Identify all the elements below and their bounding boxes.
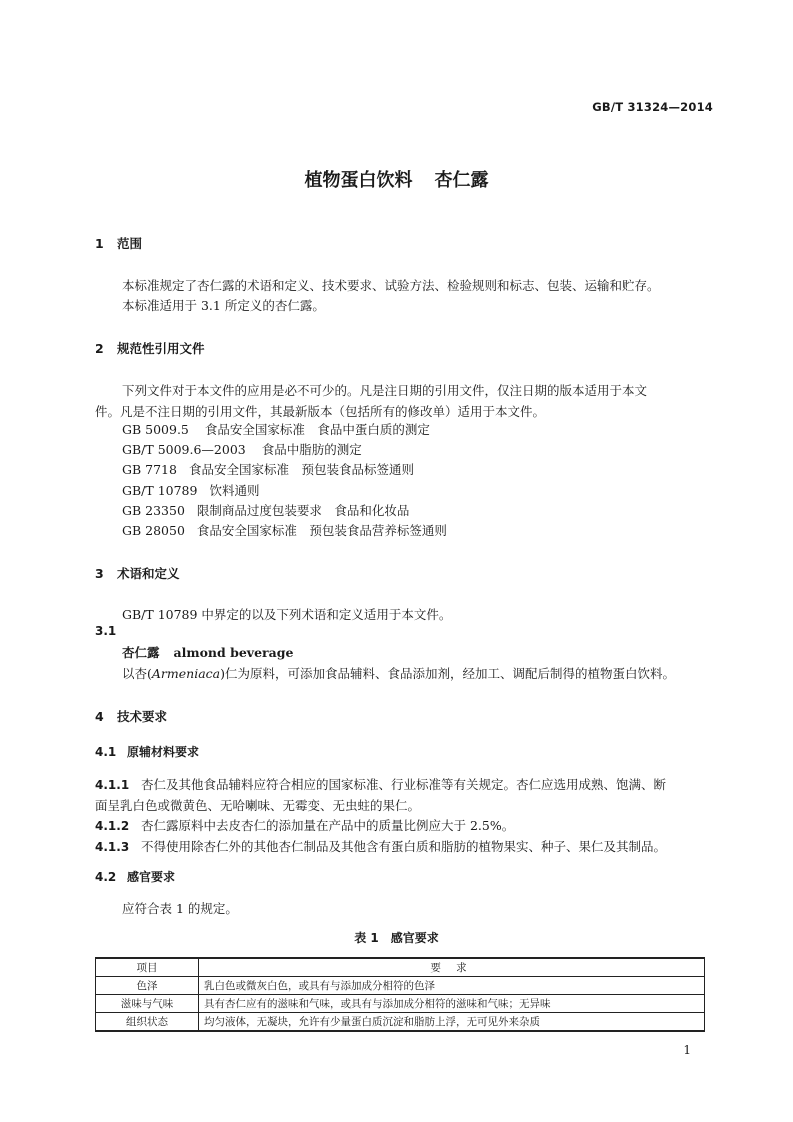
- reference-code: GB 28050: [122, 523, 185, 538]
- paragraph: GB/T 10789 中界定的以及下列术语和定义适用于本文件。: [122, 607, 452, 622]
- paragraph: 下列文件对于本文件的应用是必不可少的。凡是注日期的引用文件，仅注日期的版本适用于本文: [122, 383, 648, 398]
- clause-text: 杏仁露原料中去皮杏仁的添加量在产品中的质量比例应大于 2.5%。: [141, 818, 515, 833]
- reference-item: [122, 521, 447, 539]
- paragraph: 本标准适用于 3.1 所定义的杏仁露。: [122, 298, 325, 313]
- table-caption: [0, 929, 793, 946]
- section-number: 2: [95, 341, 104, 356]
- reference-code: GB 5009.5: [122, 422, 189, 437]
- reference-code: GB/T 5009.6—2003: [122, 442, 246, 457]
- reference-name: 食品安全国家标准 预包装食品标签通则: [188, 462, 414, 477]
- table-cell-requirement: 乳白色或微灰白色，或具有与添加成分相符的色泽: [199, 977, 705, 995]
- sensory-requirements-table: [95, 957, 705, 1032]
- section-number: 3: [95, 566, 104, 581]
- table-header-row: [96, 958, 705, 977]
- table-row: [96, 1013, 705, 1032]
- paragraph: 件。凡是不注日期的引用文件，其最新版本（包括所有的修改单）适用于本文件。: [95, 404, 546, 419]
- reference-code: GB 23350: [122, 503, 185, 518]
- subsection-4-2-heading: [95, 868, 175, 885]
- subsection-title: 原辅材料要求: [127, 745, 200, 759]
- clause-number: 4.1.1: [95, 778, 130, 792]
- section-title: 术语和定义: [117, 566, 180, 581]
- term-chinese: 杏仁露: [122, 645, 160, 660]
- definition-post: )仁为原料，可添加食品辅料、食品添加剂，经加工、调配后制得的植物蛋白饮料。: [220, 666, 675, 681]
- table-header-item: 项目: [96, 958, 199, 977]
- section-1-heading: [95, 234, 142, 252]
- table-caption-number: 表 1: [354, 931, 379, 945]
- section-number: 4: [95, 709, 104, 724]
- section-number: 1: [95, 236, 104, 251]
- standard-number: GB/T 31324—2014: [592, 100, 713, 114]
- clause-4-1-3: [95, 837, 666, 855]
- reference-name: 食品安全国家标准 预包装食品营养标签通则: [196, 523, 447, 538]
- table-cell-requirement: 具有杏仁应有的滋味和气味，或具有与添加成分相符的滋味和气味；无异味: [199, 995, 705, 1013]
- reference-name: 食品安全国家标准 食品中蛋白质的测定: [204, 422, 430, 437]
- title-part-2: 杏仁露: [434, 170, 489, 191]
- table-cell-item: 色泽: [96, 977, 199, 995]
- term-definition: [122, 664, 675, 682]
- clause-text: 不得使用除杏仁外的其他杏仁制品及其他含有蛋白质和脂肪的植物果实、种子、果仁及其制品。: [141, 839, 667, 854]
- reference-item: [122, 481, 259, 499]
- subsection-number: 4.1: [95, 745, 117, 759]
- reference-item: [122, 501, 409, 519]
- term-number: 3.1: [95, 624, 117, 638]
- reference-name: 食品中脂肪的测定: [261, 442, 362, 457]
- table-row: [96, 995, 705, 1013]
- reference-item: [122, 460, 414, 478]
- reference-item: [122, 440, 362, 458]
- definition-latin: Armeniaca: [151, 666, 221, 681]
- table-header-requirement: 要 求: [199, 958, 705, 977]
- clause-4-1-2: [95, 816, 514, 834]
- definition-pre: 以杏(: [122, 666, 152, 681]
- paragraph: 应符合表 1 的规定。: [122, 901, 238, 916]
- section-2-heading: [95, 339, 205, 357]
- section-title: 规范性引用文件: [117, 341, 205, 356]
- clause-4-1-1: [95, 775, 666, 793]
- page-number: 1: [683, 1043, 691, 1057]
- subsection-title: 感官要求: [127, 870, 176, 884]
- subsection-4-1-heading: [95, 743, 199, 760]
- table-cell-requirement: 均匀液体，无凝块，允许有少量蛋白质沉淀和脂肪上浮，无可见外来杂质: [199, 1013, 705, 1032]
- table-cell-item: 滋味与气味: [96, 995, 199, 1013]
- title-part-1: 植物蛋白饮料: [304, 170, 413, 191]
- reference-name: 限制商品过度包装要求 食品和化妆品: [196, 503, 410, 518]
- clause-text: 杏仁及其他食品辅料应符合相应的国家标准、行业标准等有关规定。杏仁应选用成熟、饱满、断: [141, 777, 667, 792]
- clause-number: 4.1.2: [95, 819, 130, 833]
- table-row: [96, 977, 705, 995]
- paragraph: 本标准规定了杏仁露的术语和定义、技术要求、试验方法、检验规则和标志、包装、运输和贮存。: [122, 278, 660, 293]
- term-heading: [122, 643, 293, 661]
- section-title: 范围: [117, 236, 143, 251]
- clause-continuation: 面呈乳白色或微黄色、无哈喇味、无霉变、无虫蛀的果仁。: [95, 798, 421, 813]
- reference-item: [122, 420, 430, 438]
- section-3-heading: [95, 564, 180, 582]
- reference-code: GB/T 10789: [122, 483, 198, 498]
- table-cell-item: 组织状态: [96, 1013, 199, 1032]
- subsection-number: 4.2: [95, 870, 117, 884]
- clause-number: 4.1.3: [95, 840, 130, 854]
- term-english: almond beverage: [173, 645, 294, 660]
- section-title: 技术要求: [117, 709, 168, 724]
- reference-name: 饮料通则: [209, 483, 260, 498]
- reference-code: GB 7718: [122, 462, 177, 477]
- table-caption-title: 感官要求: [390, 931, 439, 945]
- document-title: [0, 166, 793, 192]
- section-4-heading: [95, 707, 167, 725]
